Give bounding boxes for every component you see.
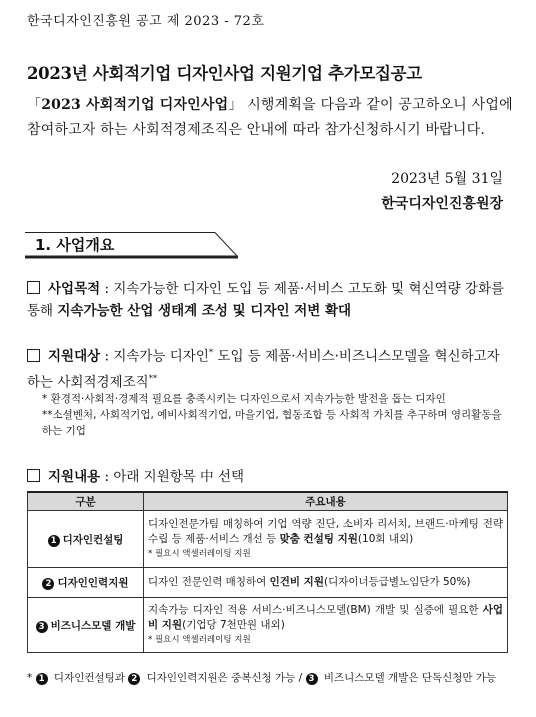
content-text: 아래 지원항목 中 선택	[113, 469, 245, 485]
row-name-text: 비즈니스모델 개발	[50, 619, 136, 632]
target-text-2: 도입 등 제품·서비스·비즈니스모델을 혁신하고자 하는 사회적경제조직	[27, 348, 500, 390]
quote-close: 」	[228, 97, 243, 113]
desc-bold: 맞춤 컨설팅 지원	[279, 532, 358, 545]
row-note: * 필요시 액셀러레이팅 지원	[148, 548, 251, 559]
separator: :	[100, 281, 114, 297]
desc-text: (디자이너등급별노임단가 50%)	[323, 576, 471, 588]
document-title: 2023년 사회적기업 디자인사업 지원기업 추가모집공고	[27, 64, 422, 83]
footnote-text: 디자인컨설팅과	[50, 672, 129, 684]
table-header-row	[28, 492, 508, 511]
row-name-text: 디자인컨설팅	[62, 533, 124, 546]
header-content: 주요내용	[144, 492, 508, 511]
note-line: * 환경적·사회적·경제적 필요를 충족시키는 디자인으로서 지속가능한 발전을 돕는 디자인	[42, 393, 446, 405]
table-row	[28, 568, 508, 598]
table-row	[28, 511, 508, 568]
table-footnote	[27, 670, 496, 685]
checkbox-icon	[27, 469, 40, 482]
separator: :	[100, 348, 114, 365]
circled-number-3: 3	[36, 621, 48, 633]
target-item	[27, 342, 507, 393]
desc-text: (기업당 7천만원 내외)	[182, 618, 285, 631]
row-desc	[144, 598, 508, 653]
circled-number-2: 2	[42, 578, 54, 590]
purpose-text: 지속가능한 디자인 도입 등 제품·서비스 고도화 및 혁신역량 강화를 통해	[27, 281, 505, 319]
row-name	[28, 568, 144, 598]
footnote-text: 디자인인력지원은 중복신청 가능 /	[143, 672, 306, 684]
target-text-1: 지속가능 디자인	[113, 348, 209, 365]
content-label: 지원내용	[48, 469, 101, 485]
checkbox-icon	[27, 349, 40, 362]
header-category: 구분	[28, 492, 144, 511]
checkbox-icon	[27, 281, 40, 294]
row-name-text: 디자인인력지원	[57, 577, 129, 589]
purpose-item	[27, 278, 507, 322]
desc-text: (10회 내외)	[357, 532, 414, 545]
row-name	[28, 511, 144, 568]
desc-text: 디자인전문가팀 매칭하여 기업 역량 진단, 소비자 리서치, 브랜드·마케팅 전략 수립 등 제품·서비스 개선 등	[148, 517, 503, 545]
target-label: 지원대상	[48, 348, 101, 365]
desc-bold: 사업비 지원	[148, 603, 503, 631]
row-desc	[144, 511, 508, 568]
purpose-label: 사업목적	[48, 281, 101, 297]
issuer: 한국디자인진흥원장	[381, 196, 503, 212]
footnote-text: 비즈니스모델 개발은 단독신청만 가능	[320, 672, 497, 684]
row-desc	[144, 568, 508, 598]
table-row	[28, 598, 508, 653]
row-name	[28, 598, 144, 653]
quote-open: 「	[27, 97, 42, 113]
content-item	[27, 466, 507, 488]
footnote-mark: **	[148, 373, 158, 384]
purpose-emphasis: 지속가능한 산업 생태계 조성 및 디자인 저변 확대	[57, 303, 352, 319]
separator: :	[100, 469, 114, 485]
circled-number-1: 1	[36, 673, 48, 685]
desc-text: 지속가능 디자인 적용 서비스·비즈니스모델(BM) 개발 및 실증에 필요한	[148, 603, 483, 616]
program-name: 2023 사회적기업 디자인사업	[41, 97, 229, 113]
desc-text: 디자인 전문인력 매칭하여	[148, 576, 270, 588]
circled-number-1: 1	[48, 535, 60, 547]
notice-date: 2023년 5월 31일	[391, 171, 503, 187]
circled-number-2: 2	[128, 673, 140, 685]
notice-number: 한국디자인진흥원 공고 제 2023 - 72호	[27, 14, 265, 29]
intro-paragraph	[27, 93, 517, 143]
support-table	[27, 491, 508, 653]
desc-bold: 인건비 지원	[269, 576, 324, 588]
row-note: * 필요시 액셀러레이팅 지원	[148, 634, 251, 645]
circled-number-3: 3	[306, 673, 318, 685]
note-line: **소셜벤처, 사회적기업, 예비사회적기업, 마을기업, 협동조합 등 사회적 가치를 추구하며 영리활동을 하는 기업	[42, 409, 502, 437]
footnote-star: *	[27, 672, 33, 684]
intro-text: 시행계획을 다음과 같이 공고하오니 사업에 참여하고자 하는 사회적경제조직은 안내에 따라 참가신청하시기 바랍니다.	[27, 97, 513, 138]
section-heading-box	[25, 232, 235, 258]
section-heading: 1. 사업개요	[35, 236, 115, 254]
footnote-mark: *	[208, 348, 214, 358]
target-notes	[42, 391, 512, 439]
